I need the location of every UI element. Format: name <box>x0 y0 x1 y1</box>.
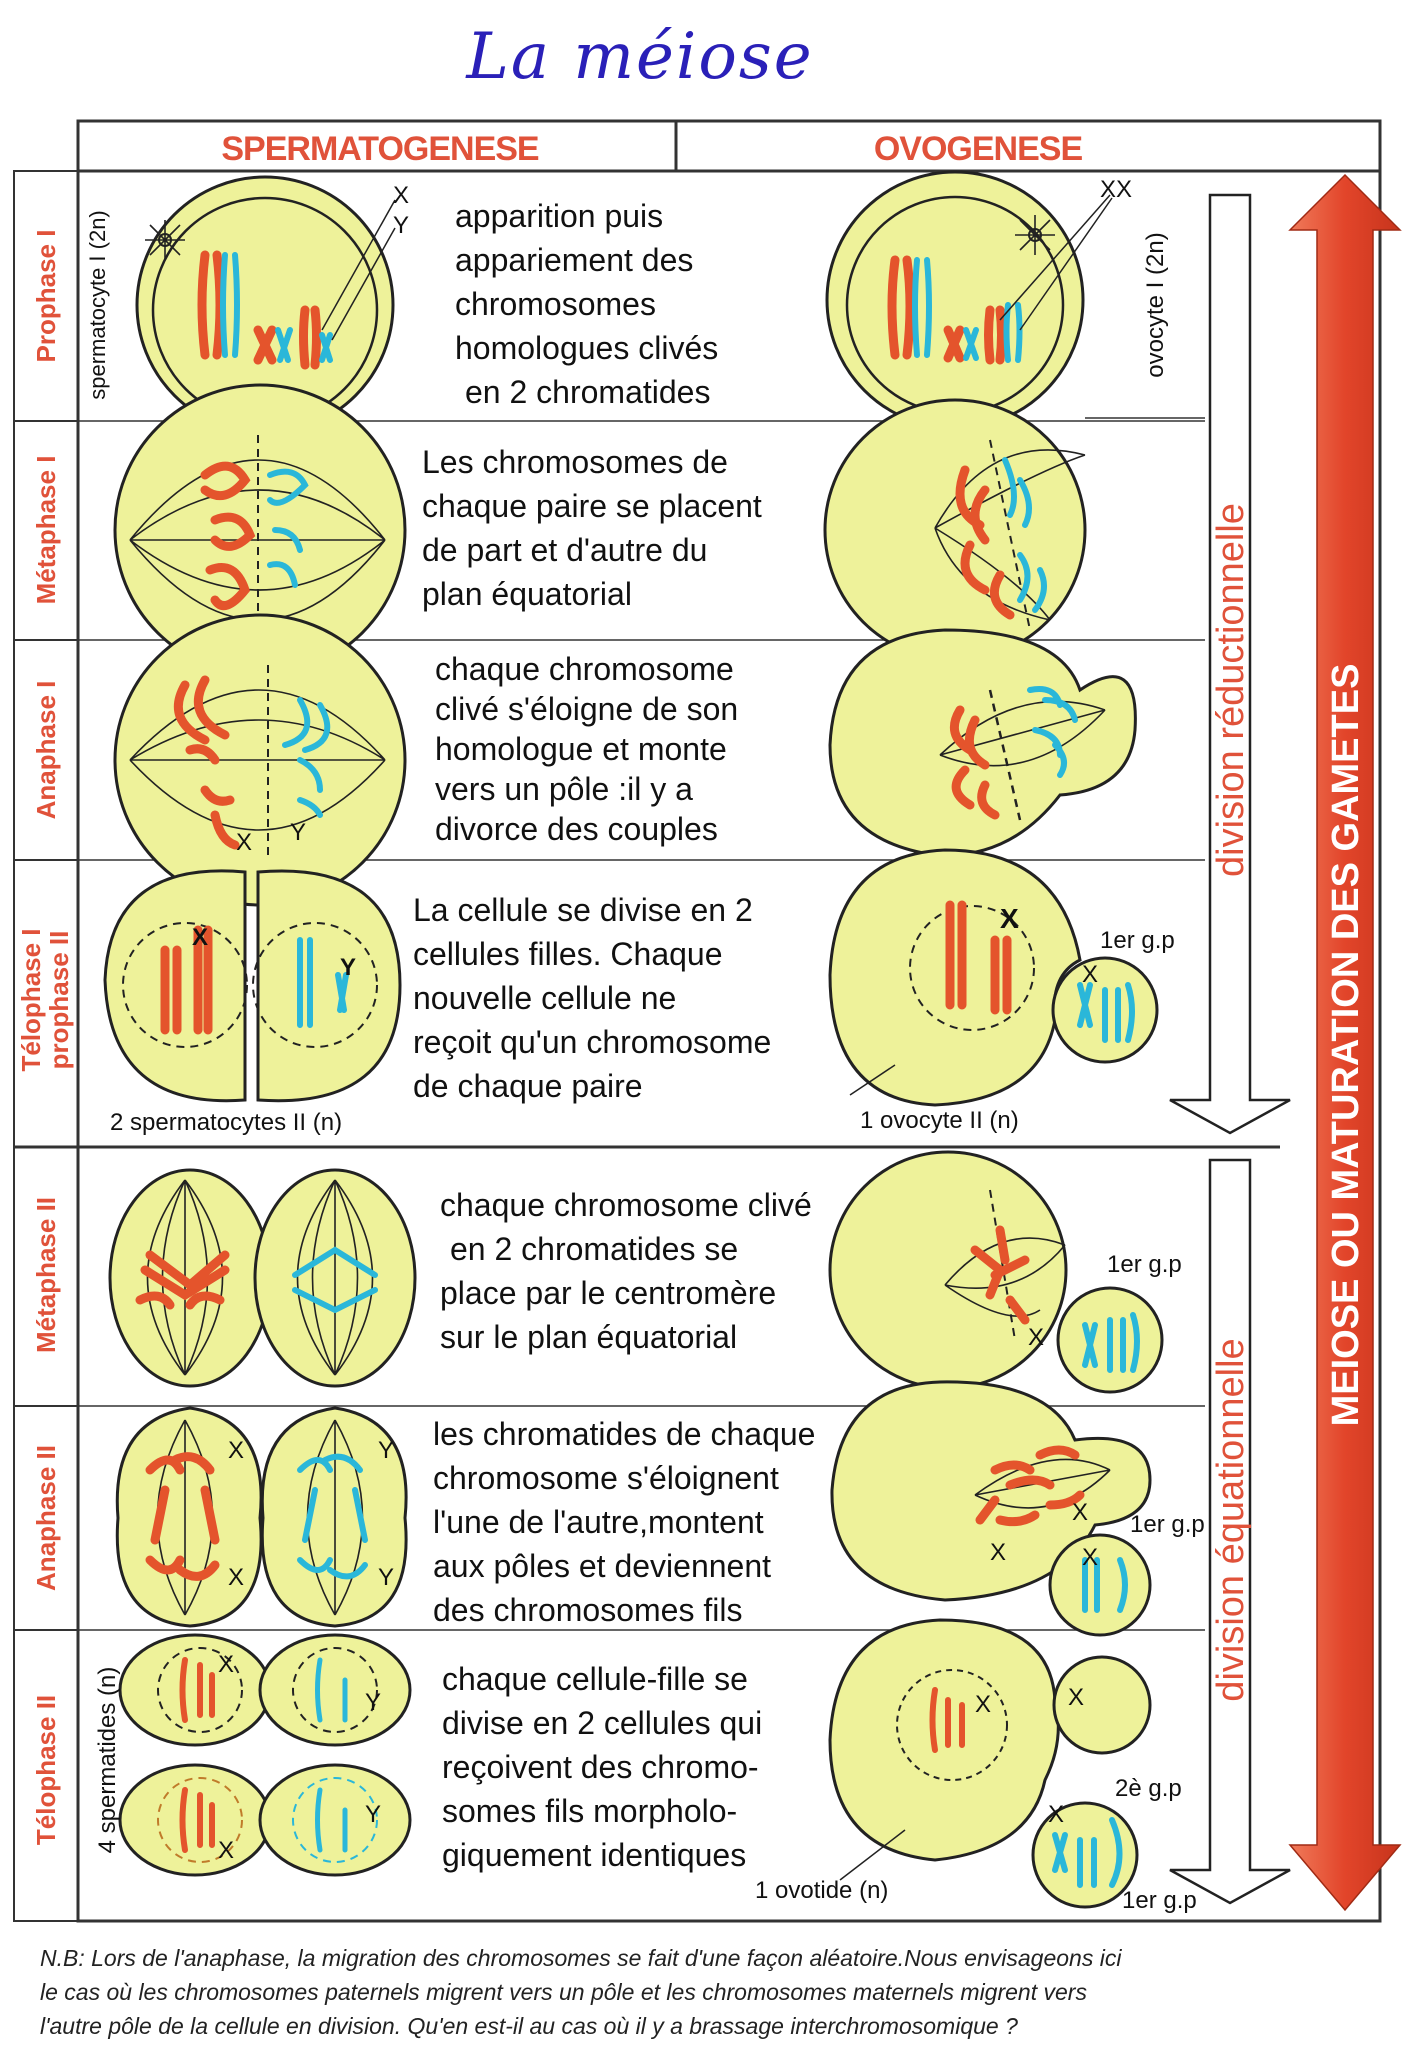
svg-text:chromosomes: chromosomes <box>455 286 656 322</box>
svg-text:clivé s'éloigne de son: clivé s'éloigne de son <box>435 691 739 727</box>
svg-text:cellules filles. Chaque: cellules filles. Chaque <box>413 936 723 972</box>
description-metaphase-2 <box>440 1187 812 1355</box>
spermatocyte-anaphase-1-cell <box>115 615 405 905</box>
stage-prophase-1: Prophase I <box>31 229 61 363</box>
spermatides-cells <box>120 1635 410 1875</box>
gp1-d-label: 1er g.p <box>1122 1887 1197 1914</box>
spermatide-y-top: Y <box>365 1689 382 1716</box>
gp1-c-label: 1er g.p <box>1130 1511 1205 1538</box>
svg-text:N.B: Lors de l'anaphase, la mi: N.B: Lors de l'anaphase, la migration des chromosomes se fait d'une façon aléatoire.Nous envisageons ici <box>40 1945 1122 1971</box>
spermatocyte-metaphase-2-cells <box>110 1170 415 1386</box>
stage-anaphase-1: Anaphase I <box>31 680 61 820</box>
svg-text:aux pôles et deviennent: aux pôles et deviennent <box>433 1548 772 1584</box>
description-metaphase-1 <box>422 444 762 612</box>
reductionnelle-label: division réductionnelle <box>1210 503 1252 877</box>
svg-text:La cellule se divise en 2: La cellule se divise en 2 <box>413 892 753 928</box>
svg-text:en 2 chromatides se: en 2 chromatides se <box>450 1231 739 1267</box>
svg-text:l'autre pôle de la cellule en: l'autre pôle de la cellule en division. Qu'en est-il au cas où il y a brassage interchromosomique ? <box>40 2013 1018 2039</box>
column-header-ovogenese: OVOGENESE <box>873 130 1083 168</box>
anaphase-1-x-label: X <box>236 829 253 856</box>
ovocyte-2-x-label: X <box>1000 903 1019 934</box>
metaphase-2-x-label: X <box>1028 1324 1045 1351</box>
telophase-1-y-label: Y <box>340 954 357 981</box>
svg-text:le cas où les chromosomes pate: le cas où les chromosomes paternels migrent vers un pôle et les chromosomes maternels migrent vers <box>40 1979 1087 2005</box>
description-prophase-1 <box>455 198 718 410</box>
svg-text:chaque cellule-fille se: chaque cellule-fille se <box>442 1661 748 1697</box>
stage-prophase-2: prophase II <box>44 930 74 1070</box>
chromosome-x-label: X <box>393 182 410 209</box>
svg-text:l'une de l'autre,montent: l'une de l'autre,montent <box>433 1504 764 1540</box>
gp1-a-x-label: X <box>1082 961 1099 988</box>
svg-text:vers un pôle :il y a: vers un pôle :il y a <box>435 771 693 807</box>
spermatocyte-1-label: spermatocyte I (2n) <box>85 210 110 400</box>
ovotide-cell <box>830 1620 1150 1907</box>
svg-text:Les chromosomes de: Les chromosomes de <box>422 444 728 480</box>
svg-text:reçoivent des chromo-: reçoivent des chromo- <box>442 1749 759 1785</box>
svg-text:chromosome s'éloignent: chromosome s'éloignent <box>433 1460 779 1496</box>
page-title: La méiose <box>466 20 814 94</box>
spermatide-x-top: X <box>218 1651 235 1678</box>
stage-anaphase-2: Anaphase II <box>31 1445 61 1591</box>
gp2-label: 2è g.p <box>1115 1775 1182 1802</box>
svg-text:les chromatides de chaque: les chromatides de chaque <box>433 1416 816 1452</box>
gp1-b-label: 1er g.p <box>1107 1251 1182 1278</box>
stage-labels <box>16 230 74 1846</box>
ovocyte-1-cell <box>827 172 1132 428</box>
chromosome-y-label: Y <box>393 212 410 239</box>
meiose-double-arrow <box>1290 175 1400 1910</box>
svg-text:reçoit qu'un chromosome: reçoit qu'un chromosome <box>413 1024 772 1060</box>
svg-text:appariement des: appariement des <box>455 242 694 278</box>
anaphase-2-ovo-x2: X <box>990 1539 1007 1566</box>
description-telophase-1 <box>413 892 771 1104</box>
svg-text:sur le plan équatorial: sur le plan équatorial <box>440 1319 738 1355</box>
ovocyte-metaphase-1-cell <box>825 400 1085 660</box>
svg-text:somes fils morpholo-: somes fils morpholo- <box>442 1793 738 1829</box>
anaphase-1-y-label: Y <box>290 819 307 846</box>
ovotide-x-label: X <box>975 1691 992 1718</box>
spermatocytes-2-label: 2 spermatocytes II (n) <box>110 1109 343 1136</box>
chromosome-xx-label: XX <box>1100 176 1133 203</box>
anaphase-2-gp-x: X <box>1082 1544 1099 1571</box>
anaphase-2-x-bottom: X <box>228 1564 245 1591</box>
svg-text:chaque chromosome clivé: chaque chromosome clivé <box>440 1187 812 1223</box>
svg-text:chaque chromosome: chaque chromosome <box>435 651 734 687</box>
ovotide-label: 1 ovotide (n) <box>755 1877 889 1904</box>
svg-text:giquement identiques: giquement identiques <box>442 1837 747 1873</box>
anaphase-2-y-top: Y <box>378 1437 395 1464</box>
svg-text:homologue et monte: homologue et monte <box>435 731 727 767</box>
ovocyte-anaphase-1-cell <box>830 630 1135 855</box>
svg-text:apparition puis: apparition puis <box>455 198 664 234</box>
equationnelle-label: division équationnelle <box>1210 1338 1252 1702</box>
svg-text:homologues clivés: homologues clivés <box>455 330 719 366</box>
svg-text:de chaque paire: de chaque paire <box>413 1068 643 1104</box>
svg-text:plan équatorial: plan équatorial <box>422 576 632 612</box>
gp2-x-label: X <box>1068 1684 1085 1711</box>
ovocyte-2-cell <box>830 850 1157 1105</box>
svg-text:place par le centromère: place par le centromère <box>440 1275 777 1311</box>
svg-text:divise en 2 cellules qui: divise en 2 cellules qui <box>442 1705 763 1741</box>
stage-telophase-1: Télophase I <box>16 928 46 1072</box>
anaphase-2-x-top: X <box>228 1437 245 1464</box>
gp1-a-label: 1er g.p <box>1100 927 1175 954</box>
description-anaphase-1 <box>435 651 738 847</box>
meiose-label: MEIOSE OU MATURATION DES GAMETES <box>1325 663 1367 1427</box>
anaphase-2-y-bottom: Y <box>378 1564 395 1591</box>
spermatide-x-bottom: X <box>218 1837 235 1864</box>
spermatide-y-bottom: Y <box>365 1801 382 1828</box>
svg-text:nouvelle cellule ne: nouvelle cellule ne <box>413 980 677 1016</box>
stage-metaphase-1: Métaphase I <box>31 455 61 605</box>
spermatocyte-anaphase-2-cells <box>117 1408 406 1626</box>
column-header-spermatogenese: SPERMATOGENESE <box>221 130 539 168</box>
spermatides-label: 4 spermatides (n) <box>94 1666 121 1854</box>
svg-text:de part et d'autre du: de part et d'autre du <box>422 532 708 568</box>
ovocyte-anaphase-2-cell <box>832 1382 1150 1635</box>
description-anaphase-2 <box>433 1416 815 1628</box>
anaphase-2-ovo-x1: X <box>1072 1499 1089 1526</box>
ovocyte-2-label: 1 ovocyte II (n) <box>860 1107 1019 1134</box>
telophase-1-x-label: X <box>192 924 209 951</box>
svg-text:en 2 chromatides: en 2 chromatides <box>465 374 711 410</box>
gp1-d-x-label: X <box>1048 1801 1065 1828</box>
stage-metaphase-2: Métaphase II <box>31 1196 61 1354</box>
ovocyte-1-label: ovocyte I (2n) <box>1142 232 1169 378</box>
svg-text:des chromosomes fils: des chromosomes fils <box>433 1592 743 1628</box>
reductionnelle-arrow <box>1170 195 1290 1133</box>
svg-text:chaque paire se placent: chaque paire se placent <box>422 488 762 524</box>
description-telophase-2 <box>442 1661 762 1873</box>
svg-text:divorce des couples: divorce des couples <box>435 811 718 847</box>
footnote <box>40 1945 1122 2039</box>
stage-telophase-2: Télophase II <box>31 1694 61 1846</box>
